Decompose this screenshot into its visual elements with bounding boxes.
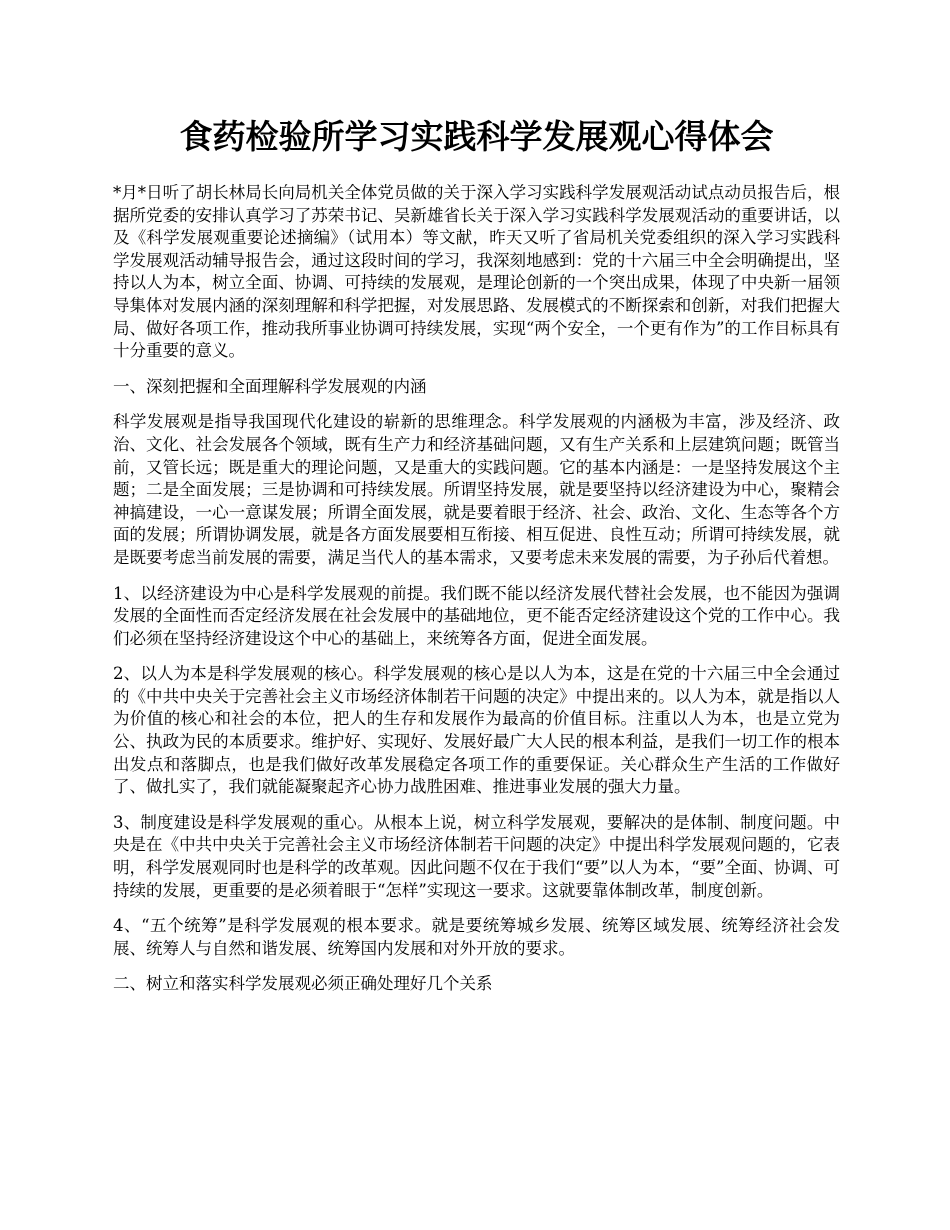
section-heading-2: 二、树立和落实科学发展观必须正确处理好几个关系 [113, 974, 493, 994]
intro-paragraph: *月*日听了胡长林局长向局机关全体党员做的关于深入学习实践科学发展观活动试点动员报告后，根据所党委的安排认真学习了苏荣书记、吴新雄省长关于深入学习实践科学发展观活动的重要讲话，以及《科学发展观重要论述摘编》（试用本）等文献，昨天又听了省局机关党委组织的深入学习实践科学发展观活动辅导报告会，通过这段时间的学习，我深刻地感到：党的十六届三中全会明确提出，坚持以人为本，树立全面、协调、可持续的发展观，是理论创新的一个突出成果，体现了中央新一届领导集体对发展内涵的深刻理解和科学把握，对发展思路、发展模式的不断探索和创新，对我们把握大局、做好各项工作，推动我所事业协调可持续发展，实现“两个安全，一个更有作为”的工作目标具有十分重要的意义。 [113, 183, 840, 361]
numbered-paragraph-3: 3、制度建设是科学发展观的重心。从根本上说，树立科学发展观，要解决的是体制、制度问题。中央是在《中共中央关于完善社会主义市场经济体制若干问题的决定》中提出科学发展观问题的，它表明，科学发展观同时也是科学的改革观。因此问题不仅在于我们“要”以人为本，“要”全面、协调、可持续的发展，更重要的是必须着眼于“怎样”实现这一要求。这就要靠体制改革，制度创新。 [113, 812, 840, 900]
body-paragraph: 科学发展观是指导我国现代化建设的崭新的思维理念。科学发展观的内涵极为丰富，涉及经济、政治、文化、社会发展各个领域，既有生产力和经济基础问题，又有生产关系和上层建筑问题；既管当前，又管长远；既是重大的理论问题，又是重大的实践问题。它的基本内涵是：一是坚持发展这个主题；二是全面发展；三是协调和可持续发展。所谓坚持发展，就是要坚持以经济建设为中心，聚精会神搞建设，一心一意谋发展；所谓全面发展，就是要着眼于经济、社会、政治、文化、生态等各个方面的发展；所谓协调发展，就是各方面发展要相互衔接、相互促进、良性互动；所谓可持续发展，就是既要考虑当前发展的需要，满足当代人的基本需求，又要考虑未来发展的需要，为子孙后代着想。 [113, 412, 840, 567]
document-title: 食药检验所学习实践科学发展观心得体会 [179, 117, 774, 156]
numbered-paragraph-1: 1、以经济建设为中心是科学发展观的前提。我们既不能以经济发展代替社会发展，也不能因为强调发展的全面性而否定经济发展在社会发展中的基础地位，更不能否定经济建设这个党的工作中心。我们必须在坚持经济建设这个中心的基础上，来统筹各方面，促进全面发展。 [113, 583, 840, 648]
document-page [113, 112, 840, 1009]
numbered-paragraph-2: 2、以人为本是科学发展观的核心。科学发展观的核心是以人为本，这是在党的十六届三中全会通过的《中共中央关于完善社会主义市场经济体制若干问题的决定》中提出来的。以人为本，就是指以人为价值的核心和社会的本位，把人的生存和发展作为最高的价值目标。注重以人为本，也是立党为公、执政为民的本质要求。维护好、实现好、发展好最广大人民的根本利益，是我们一切工作的根本出发点和落脚点，也是我们做好改革发展稳定各项工作的重要保证。关心群众生产生活的工作做好了、做扎实了，我们就能凝聚起齐心协力战胜困难、推进事业发展的强大力量。 [113, 664, 840, 797]
section-heading-1: 一、深刻把握和全面理解科学发展观的内涵 [113, 376, 427, 396]
numbered-paragraph-4: 4、“五个统筹”是科学发展观的根本要求。就是要统筹城乡发展、统筹区域发展、统筹经济社会发展、统筹人与自然和谐发展、统筹国内发展和对外开放的要求。 [113, 916, 840, 958]
